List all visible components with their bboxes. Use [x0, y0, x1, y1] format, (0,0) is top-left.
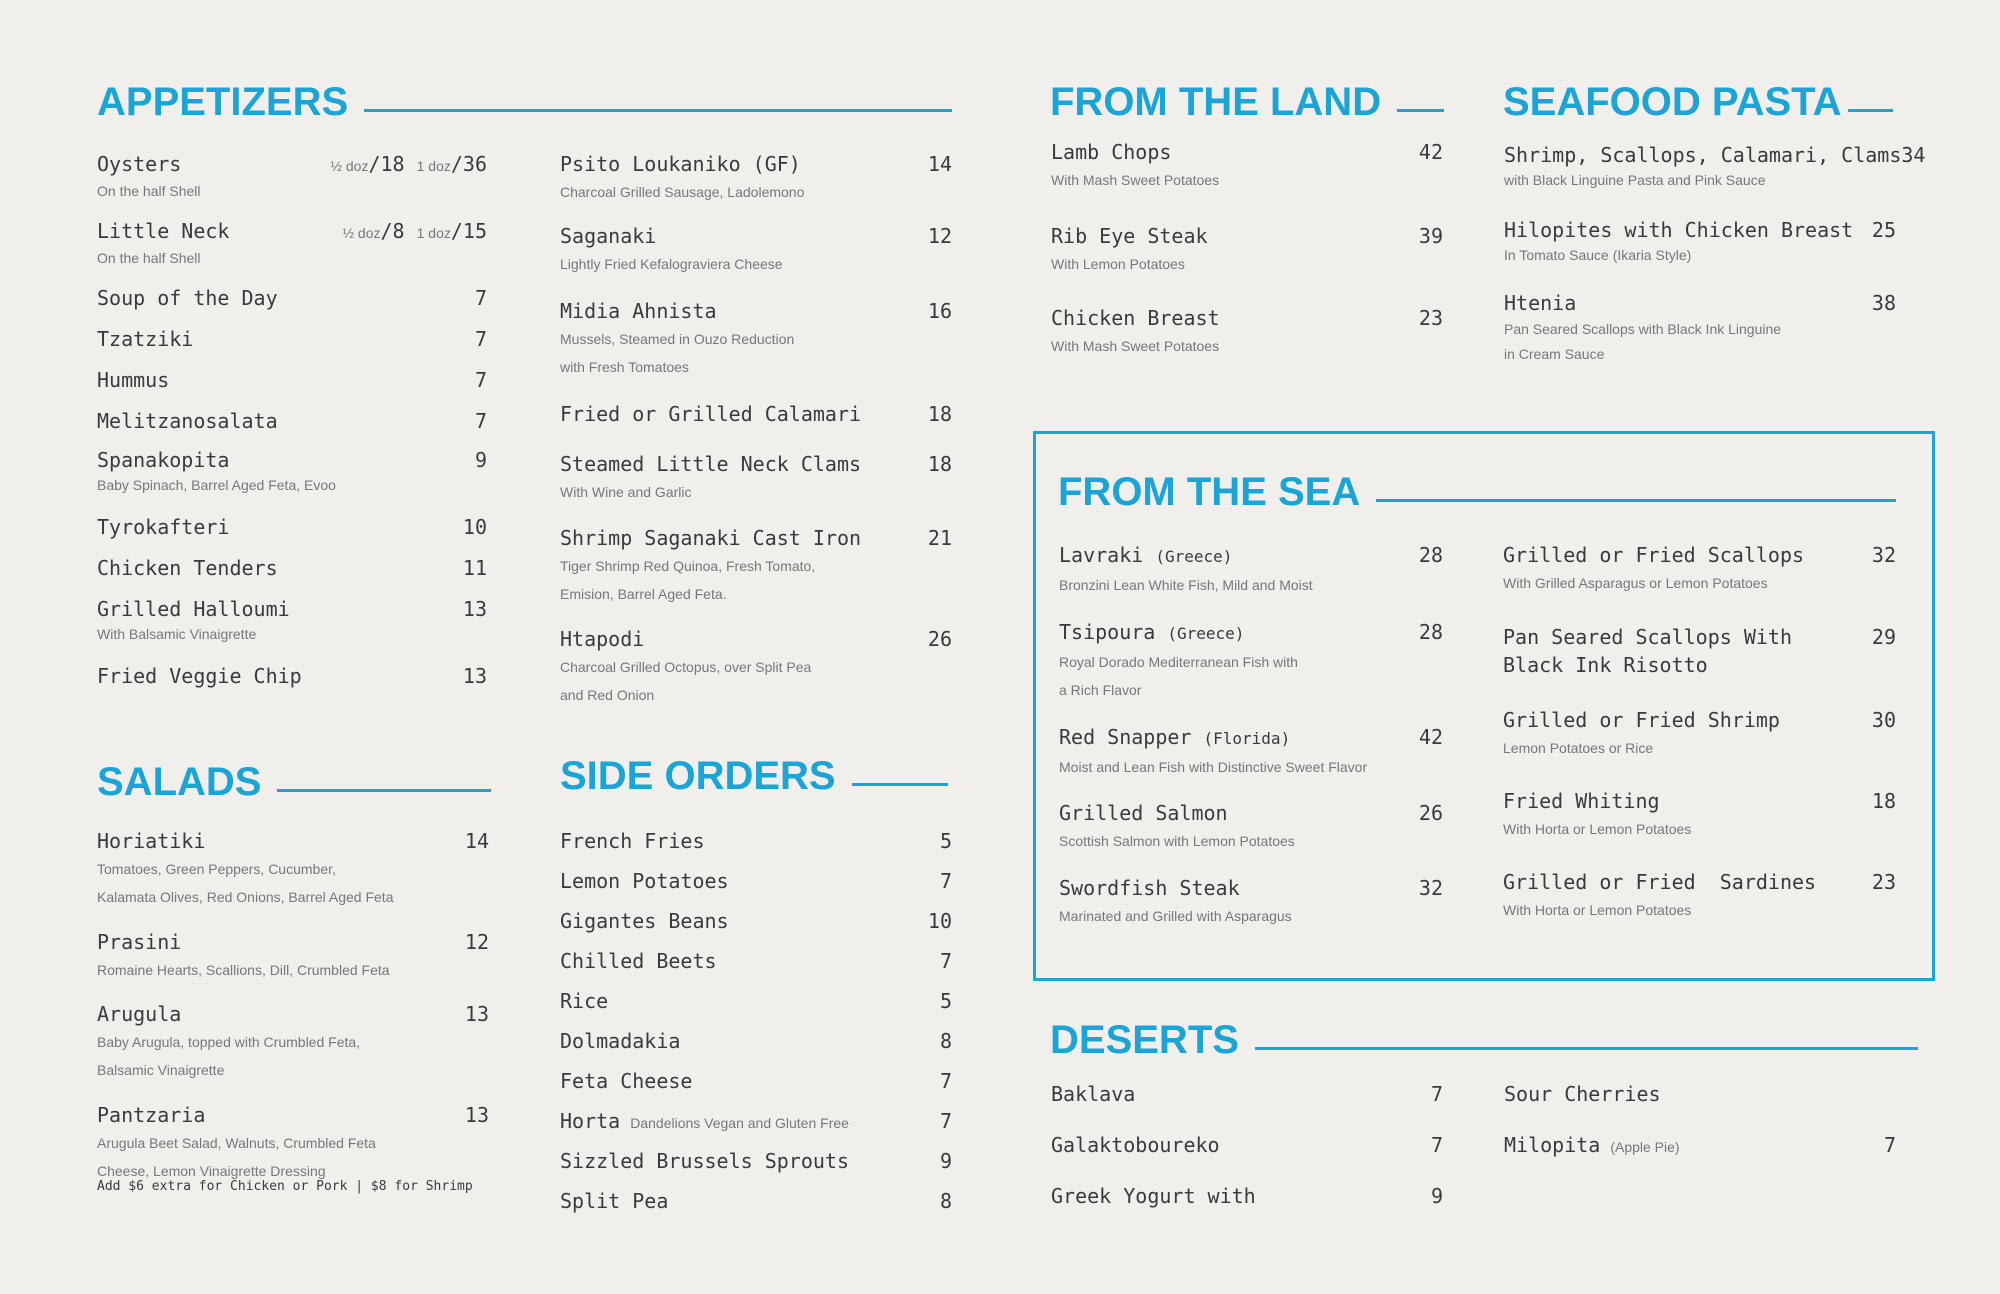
item-name: Grilled or Fried Shrimp [1503, 708, 1780, 732]
item-name: Spanakopita [97, 448, 230, 472]
item-description: With Mash Sweet Potatoes [1051, 172, 1220, 188]
item-price: 21 [927, 526, 952, 550]
item-description: Lightly Fried Kefalograviera Cheese [560, 256, 783, 272]
heading-rule [1848, 109, 1893, 112]
item-name: Tyrokafteri [97, 515, 230, 539]
item-description-line2: Emision, Barrel Aged Feta. [560, 586, 727, 602]
item-price: 7 [474, 368, 487, 392]
item-description: with Black Linguine Pasta and Pink Sauce [1504, 172, 1766, 188]
item-name: Arugula [97, 1002, 182, 1026]
item-name: Split Pea [560, 1189, 669, 1213]
item-name: Baklava [1051, 1082, 1136, 1106]
item-origin: (Greece) [1167, 624, 1245, 643]
menu-item [560, 297, 952, 400]
seafood-pasta-items [1504, 141, 1926, 367]
seafood-pasta-title: SEAFOOD PASTA [1503, 80, 1842, 124]
item-name: Hilopites with Chicken Breast [1504, 218, 1854, 242]
item-price: 28 [1418, 620, 1443, 644]
menu-item [560, 1067, 952, 1107]
menu-item [97, 325, 487, 366]
item-price: 18 [927, 402, 952, 426]
salads-heading [97, 758, 491, 806]
side-orders-title: SIDE ORDERS [560, 754, 836, 798]
item-description: With Balsamic Vinaigrette [97, 626, 257, 642]
menu-item [560, 222, 952, 297]
item-price: 8 [939, 1189, 952, 1213]
item-price: 26 [1418, 801, 1443, 825]
salads-section [97, 758, 491, 806]
item-description: Scottish Salmon with Lemon Potatoes [1059, 833, 1295, 849]
item-note: (Apple Pie) [1610, 1139, 1680, 1155]
item-price: 5 [939, 989, 952, 1013]
menu-item [560, 400, 952, 450]
item-name: Gigantes Beans [560, 909, 729, 933]
menu-item [1504, 141, 1926, 216]
from-the-sea-col1 [1059, 541, 1443, 930]
item-description: Tiger Shrimp Red Quinoa, Fresh Tomato, [560, 558, 816, 574]
item-price: 10 [927, 909, 952, 933]
menu-item [1051, 1182, 1443, 1233]
item-name: Galaktoboureko [1051, 1133, 1220, 1157]
menu-item [97, 595, 487, 662]
item-description: With Lemon Potatoes [1051, 256, 1185, 272]
item-price: 13 [462, 597, 487, 621]
item-price: 13 [464, 1103, 489, 1127]
item-description: With Horta or Lemon Potatoes [1503, 821, 1692, 837]
item-description: Romaine Hearts, Scallions, Dill, Crumbled Feta [97, 962, 390, 978]
menu-item [97, 827, 489, 928]
item-description: Moist and Lean Fish with Distinctive Sweet Flavor [1059, 759, 1368, 775]
item-price: 14 [927, 152, 952, 176]
item-name: Swordfish Steak [1059, 876, 1240, 900]
item-description: Bronzini Lean White Fish, Mild and Moist [1059, 577, 1313, 593]
item-description: Charcoal Grilled Octopus, over Split Pea [560, 659, 812, 675]
item-price: 18 [1871, 789, 1896, 813]
item-description-line2: in Cream Sauce [1504, 346, 1605, 362]
menu-item [97, 554, 487, 595]
menu-item [97, 513, 487, 554]
item-name: Lemon Potatoes [560, 869, 729, 893]
item-price: 7 [939, 1069, 952, 1093]
item-price: 7 [1430, 1082, 1443, 1106]
deserts-col1 [1051, 1080, 1443, 1233]
item-name: Midia Ahnista [560, 299, 717, 323]
item-name: Htapodi [560, 627, 645, 651]
appetizers-section [97, 78, 952, 126]
item-name: Chicken Tenders [97, 556, 278, 580]
item-portion-price: ½ doz/18 1 doz/36 [330, 152, 487, 176]
from-the-land-section [1050, 78, 1444, 126]
item-price: 7 [474, 409, 487, 433]
item-description: With Horta or Lemon Potatoes [1503, 902, 1692, 918]
item-name: Feta Cheese [560, 1069, 693, 1093]
item-name: Soup of the Day [97, 286, 278, 310]
item-name: Saganaki [560, 224, 657, 248]
item-name: Horiatiki [97, 829, 206, 853]
menu-item [560, 947, 952, 987]
menu-item [1503, 623, 1896, 706]
item-description: In Tomato Sauce (Ikaria Style) [1504, 247, 1692, 263]
side-orders-items [560, 827, 952, 1227]
menu-item [1059, 799, 1443, 874]
item-name: Htenia [1504, 291, 1577, 315]
item-price: 9 [474, 448, 487, 472]
item-price: 9 [1430, 1184, 1443, 1208]
item-description-line2: with Fresh Tomatoes [560, 359, 689, 375]
item-price: 7 [1430, 1133, 1443, 1157]
item-name: Psito Loukaniko (GF) [560, 152, 801, 176]
item-description: On the half Shell [97, 250, 201, 266]
deserts-section [1050, 1016, 1918, 1064]
menu-item [1503, 541, 1896, 623]
menu-item [560, 1187, 952, 1227]
item-price: 14 [464, 829, 489, 853]
item-description: Pan Seared Scallops with Black Ink Linguine [1504, 321, 1782, 337]
item-price: 12 [927, 224, 952, 248]
menu-item [1504, 289, 1896, 367]
item-name: Chicken Breast [1051, 306, 1220, 330]
item-description: On the half Shell [97, 183, 201, 199]
item-price: 7 [474, 327, 487, 351]
item-price: 10 [462, 515, 487, 539]
menu-item [560, 827, 952, 867]
menu-item [1059, 541, 1443, 618]
from-the-land-items [1051, 138, 1443, 360]
item-price: 7 [474, 286, 487, 310]
item-name: Tzatziki [97, 327, 194, 351]
item-portion-price: ½ doz/8 1 doz/15 [342, 219, 487, 243]
menu-item [560, 867, 952, 907]
item-name: Sizzled Brussels Sprouts [560, 1149, 849, 1173]
item-description: Royal Dorado Mediterranean Fish with [1059, 654, 1298, 670]
item-description: Baby Spinach, Barrel Aged Feta, Evoo [97, 477, 336, 493]
salads-addon-note: Add $6 extra for Chicken or Pork | $8 for Shrimp [97, 1179, 473, 1194]
item-name: Tsipoura [1059, 620, 1156, 644]
item-description: Lemon Potatoes or Rice [1503, 740, 1654, 756]
item-name: Melitzanosalata [97, 409, 278, 433]
item-name: Prasini [97, 930, 182, 954]
item-price: 12 [464, 930, 489, 954]
item-name: Lamb Chops [1051, 140, 1172, 164]
appetizers-heading [97, 78, 952, 126]
item-name: Rice [560, 989, 609, 1013]
item-price: 7 [1883, 1133, 1896, 1157]
salads-title: SALADS [97, 760, 262, 804]
menu-item [1503, 868, 1896, 924]
item-price: 13 [462, 664, 487, 688]
menu-item [97, 928, 489, 1000]
item-description-line2: a Rich Flavor [1059, 682, 1142, 698]
item-name: Red Snapper [1059, 725, 1192, 749]
item-name: Chilled Beets [560, 949, 717, 973]
seafood-pasta-heading [1503, 78, 1893, 126]
item-origin: (Florida) [1203, 729, 1291, 748]
item-price: 23 [1871, 870, 1896, 894]
heading-rule [364, 109, 952, 112]
menu-item [97, 217, 487, 284]
heading-rule [1255, 1047, 1918, 1050]
item-price: 25 [1871, 218, 1896, 242]
item-description: With Mash Sweet Potatoes [1051, 338, 1220, 354]
item-name: Grilled or Fried Scallops [1503, 543, 1805, 567]
item-name: Greek Yogurt with [1051, 1184, 1256, 1208]
heading-rule [277, 789, 491, 792]
item-name: Oysters [97, 152, 182, 176]
menu-item [1504, 216, 1896, 289]
item-price: 23 [1418, 306, 1443, 330]
item-price: 42 [1418, 140, 1443, 164]
item-name: Steamed Little Neck Clams [560, 452, 862, 476]
item-description: Arugula Beet Salad, Walnuts, Crumbled Feta [97, 1135, 376, 1151]
item-price: 28 [1418, 543, 1443, 567]
item-name: Shrimp, Scallops, Calamari, Clams [1504, 143, 1902, 167]
side-orders-section [560, 752, 948, 800]
item-name: Lavraki [1059, 543, 1144, 567]
item-description: Tomatoes, Green Peppers, Cucumber, [97, 861, 336, 877]
menu-item [97, 407, 487, 446]
menu-item [1051, 304, 1443, 360]
item-description-line2: and Red Onion [560, 687, 655, 703]
menu-item [560, 1147, 952, 1187]
item-price: 7 [939, 949, 952, 973]
item-name: Milopita [1504, 1133, 1601, 1157]
item-name: Horta [560, 1109, 621, 1133]
menu-item [97, 366, 487, 407]
item-price: 32 [1871, 543, 1896, 567]
from-the-sea-col2 [1503, 541, 1896, 924]
item-description: With Grilled Asparagus or Lemon Potatoes [1503, 575, 1768, 591]
item-description: Baby Arugula, topped with Crumbled Feta, [97, 1034, 361, 1050]
deserts-heading [1050, 1016, 1918, 1064]
menu-item [560, 625, 952, 709]
item-name: Grilled Salmon [1059, 801, 1228, 825]
item-name: Hummus [97, 368, 170, 392]
item-price: 42 [1418, 725, 1443, 749]
item-name: Pantzaria [97, 1103, 206, 1127]
item-price: 39 [1418, 224, 1443, 248]
from-the-sea-heading [1058, 468, 1896, 516]
from-the-land-title: FROM THE LAND [1050, 80, 1382, 124]
menu-item [1059, 618, 1443, 723]
item-name: Fried Veggie Chip [97, 664, 302, 688]
appetizers-col2 [560, 150, 952, 709]
menu-item [560, 907, 952, 947]
menu-item [560, 524, 952, 625]
item-name: Grilled Halloumi [97, 597, 290, 621]
item-name: French Fries [560, 829, 705, 853]
item-origin: (Greece) [1155, 547, 1233, 566]
from-the-sea-section [1058, 468, 1896, 516]
item-price: 13 [464, 1002, 489, 1026]
from-the-sea-title: FROM THE SEA [1058, 470, 1361, 514]
item-name: Fried Whiting [1503, 789, 1660, 813]
item-name: Rib Eye Steak [1051, 224, 1208, 248]
menu-item [1503, 706, 1896, 787]
menu-item [560, 1107, 952, 1147]
item-description: Mussels, Steamed in Ouzo Reduction [560, 331, 795, 347]
deserts-title: DESERTS [1050, 1018, 1239, 1062]
heading-rule [852, 783, 948, 786]
item-name: Little Neck [97, 219, 230, 243]
appetizers-title: APPETIZERS [97, 80, 349, 124]
menu-item [97, 284, 487, 325]
item-price: 29 [1871, 625, 1896, 649]
heading-rule [1376, 499, 1896, 502]
item-price: 38 [1871, 291, 1896, 315]
item-name: Shrimp Saganaki Cast Iron [560, 526, 862, 550]
item-price: 5 [939, 829, 952, 853]
item-price: 16 [927, 299, 952, 323]
menu-item [97, 1101, 489, 1185]
item-name-line2: Black Ink Risotto [1503, 653, 1708, 677]
side-orders-heading [560, 752, 948, 800]
menu-item [97, 446, 487, 513]
menu-item [1504, 1080, 1896, 1131]
item-description-line2: Cheese, Lemon Vinaigrette Dressing [97, 1163, 326, 1179]
item-name: Fried or Grilled Calamari [560, 402, 862, 426]
item-name: Grilled or Fried Sardines [1503, 870, 1817, 894]
item-description: With Wine and Garlic [560, 484, 692, 500]
item-price: 7 [939, 869, 952, 893]
item-price: 11 [462, 556, 487, 580]
from-the-land-heading [1050, 78, 1444, 126]
heading-rule [1397, 109, 1444, 112]
menu-item [1503, 787, 1896, 868]
item-price: 18 [927, 452, 952, 476]
menu-item [1059, 723, 1443, 799]
menu-item [1051, 138, 1443, 222]
item-price: 7 [939, 1109, 952, 1133]
menu-item [1051, 1131, 1443, 1182]
item-description: Marinated and Grilled with Asparagus [1059, 908, 1292, 924]
item-name: Pan Seared Scallops With [1503, 625, 1792, 649]
menu-item [97, 662, 487, 703]
deserts-col2 [1504, 1080, 1896, 1182]
item-description: Charcoal Grilled Sausage, Ladolemono [560, 184, 805, 200]
item-price: 32 [1418, 876, 1443, 900]
item-note: Dandelions Vegan and Gluten Free [630, 1115, 849, 1131]
item-price: 34 [1901, 143, 1926, 167]
item-name: Sour Cherries [1504, 1082, 1661, 1106]
item-price: 9 [939, 1149, 952, 1173]
menu-item [560, 1027, 952, 1067]
item-price: 8 [939, 1029, 952, 1053]
menu-item [1051, 1080, 1443, 1131]
item-description-line2: Balsamic Vinaigrette [97, 1062, 225, 1078]
item-name: Dolmadakia [560, 1029, 681, 1053]
menu-item [560, 150, 952, 222]
menu-item [97, 150, 487, 217]
appetizers-col1 [97, 150, 487, 703]
menu-item [1059, 874, 1443, 930]
menu-item [1504, 1131, 1896, 1182]
menu-item [97, 1000, 489, 1101]
item-price: 30 [1871, 708, 1896, 732]
menu-item [560, 450, 952, 524]
menu-item [1051, 222, 1443, 304]
salads-items [97, 827, 489, 1194]
item-price: 26 [927, 627, 952, 651]
item-description-line2: Kalamata Olives, Red Onions, Barrel Aged Feta [97, 889, 394, 905]
menu-item [560, 987, 952, 1027]
seafood-pasta-section [1503, 78, 1893, 126]
